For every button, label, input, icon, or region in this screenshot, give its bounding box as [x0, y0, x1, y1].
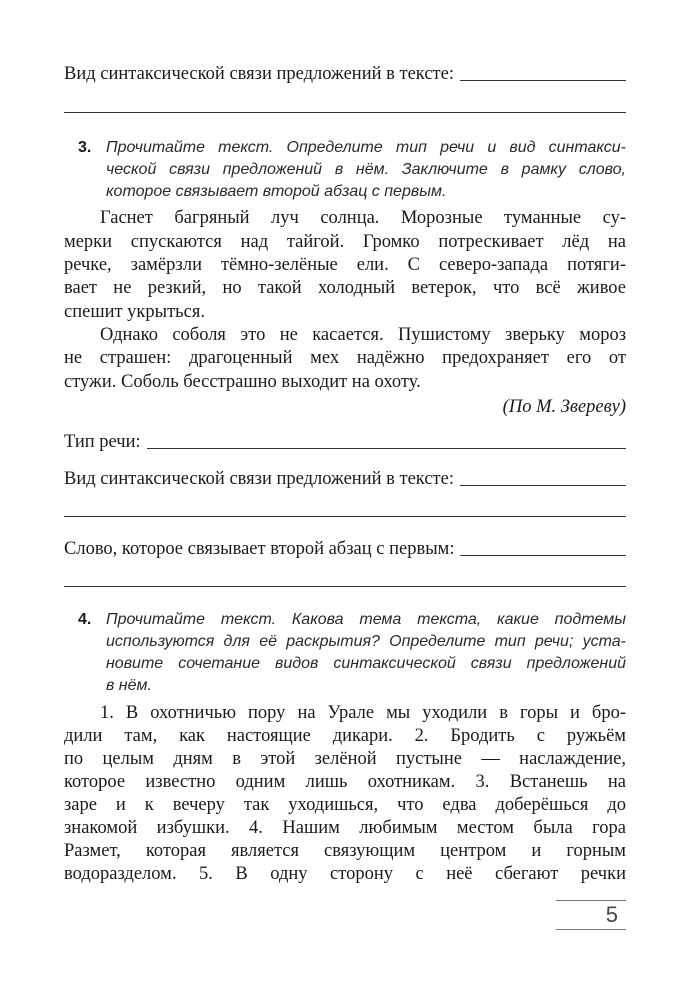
field-label: Вид синтаксической связи предложений в тексте: — [64, 64, 454, 84]
answer-line[interactable] — [64, 586, 626, 587]
task3-instruction-line: которое связывает второй абзац с первым. — [106, 183, 447, 200]
answer-blank[interactable] — [460, 80, 626, 81]
task4-instruction-line: используются для её раскрытия? Определите тип речи; уста- — [106, 633, 626, 650]
task4-instruction-line: Прочитайте текст. Какова тема текста, какие подтемы — [106, 611, 626, 628]
answer-blank[interactable] — [147, 448, 626, 449]
answer-line[interactable] — [64, 112, 626, 113]
text-line: речке, замёрзли тёмно-зелёные ели. С северо-запада потяги- — [64, 255, 626, 275]
text-line: вает не резкий, но такой холодный ветерок, что всё живое — [64, 278, 626, 298]
text-line: мерки спускаются над тайгой. Громко потрескивает лёд на — [64, 232, 626, 252]
task4-instruction-line: новите сочетание видов синтаксической связи предложений — [106, 655, 626, 672]
attribution: (По М. Звереву) — [502, 397, 626, 417]
link-word-field — [64, 537, 626, 561]
field-label: Вид синтаксической связи предложений в тексте: — [64, 469, 454, 489]
syntax-link-field-prev — [64, 62, 626, 86]
syntax-link-field — [64, 467, 626, 491]
page-number: 5 — [605, 902, 618, 927]
task-number: 3. — [78, 139, 92, 156]
text-line: Размет, которая является связующим центром и горным — [64, 841, 626, 861]
answer-blank[interactable] — [460, 485, 626, 486]
page-number-rule — [556, 929, 626, 930]
field-label: Тип речи: — [64, 432, 141, 452]
text-line: дили там, как настоящие дикари. 2. Бродить с ружьём — [64, 726, 626, 746]
text-line: заре и к вечеру так уходишься, что едва доберёшься до — [64, 795, 626, 815]
text-line: по целым дням в этой зелёной пустыне — наслаждение, — [64, 749, 626, 769]
task-number: 4. — [78, 611, 92, 628]
text-line: не страшен: драгоценный мех надёжно предохраняет его от — [64, 348, 626, 368]
task3-instruction-line: ческой связи предложений в нём. Заключите в рамку слово, — [106, 161, 626, 178]
task3-instruction-line: Прочитайте текст. Определите тип речи и вид синтакси- — [106, 139, 626, 156]
answer-line[interactable] — [64, 516, 626, 517]
text-line: Гаснет багряный луч солнца. Морозные туманные су- — [100, 208, 626, 228]
answer-blank[interactable] — [460, 555, 626, 556]
speech-type-field — [64, 430, 626, 454]
text-line: стужи. Соболь бесстрашно выходит на охоту. — [64, 372, 421, 392]
page-number-rule — [556, 900, 626, 901]
text-line: которое известно одним лишь охотникам. 3. Встанешь на — [64, 772, 626, 792]
text-line: спешит укрыться. — [64, 302, 205, 322]
text-line: 1. В охотничью пору на Урале мы уходили в горы и бро- — [100, 703, 626, 723]
task4-instruction-line: в нём. — [106, 677, 152, 694]
text-line: знакомой избушки. 4. Нашим любимым местом была гора — [64, 818, 626, 838]
text-line: водоразделом. 5. В одну сторону с неё сбегают речки — [64, 864, 626, 884]
text-line: Однако соболя это не касается. Пушистому зверьку мороз — [100, 325, 626, 345]
field-label: Слово, которое связывает второй абзац с первым: — [64, 539, 455, 559]
